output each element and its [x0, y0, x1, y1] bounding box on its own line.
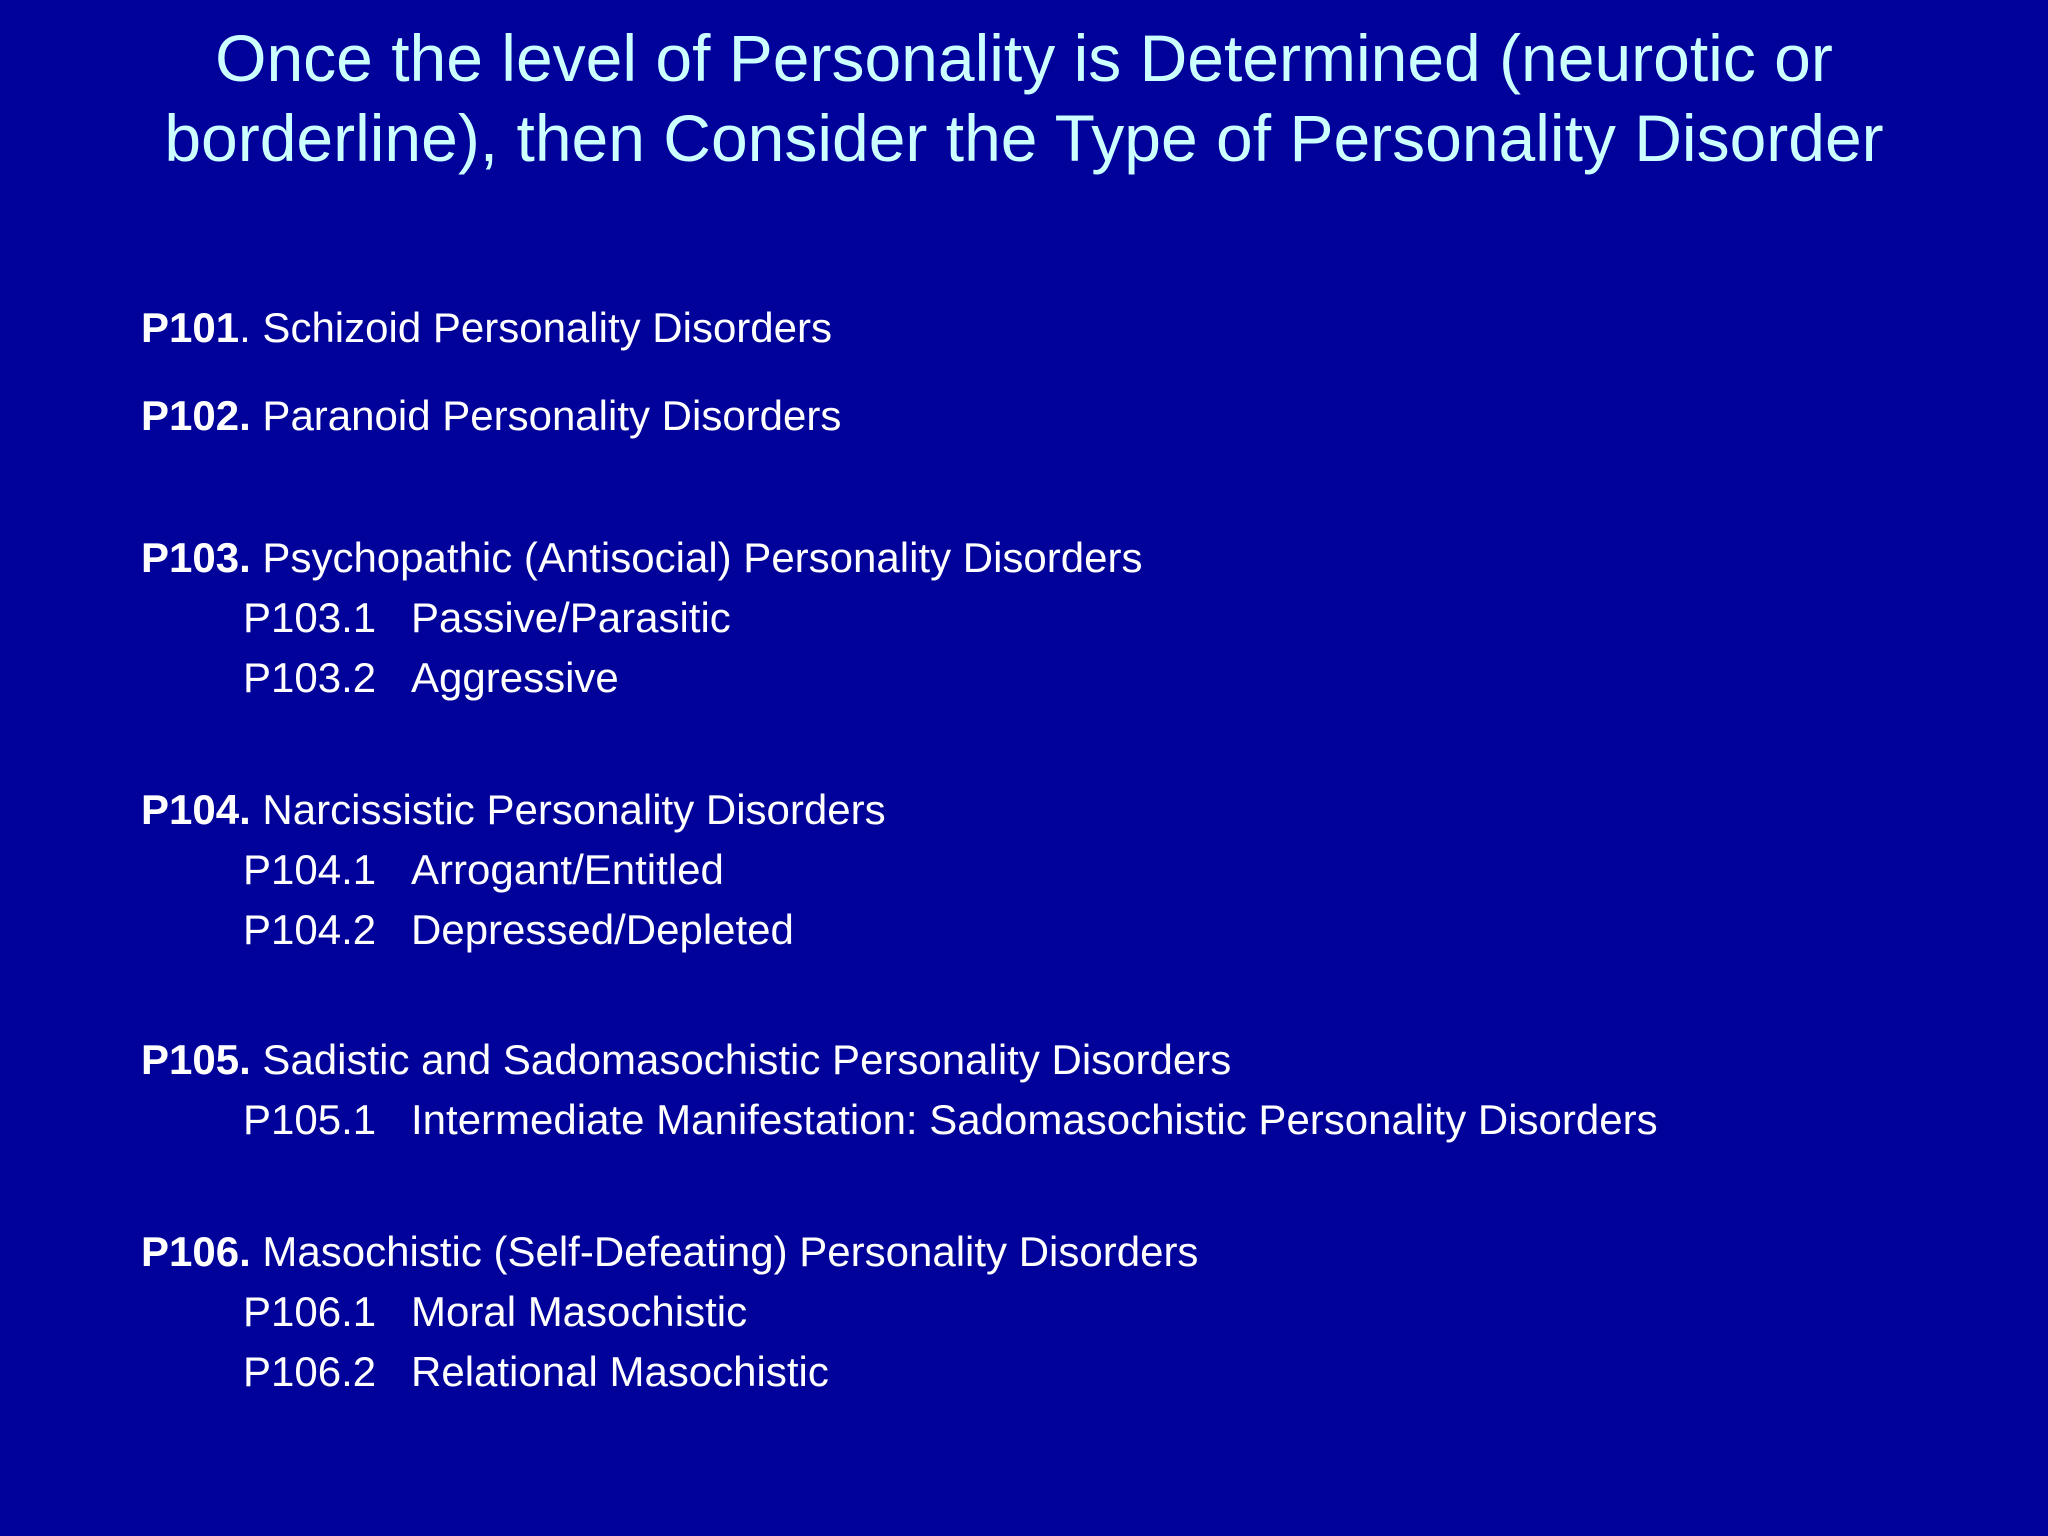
disorder-code: P104.: [141, 786, 251, 833]
subtype-code: P105.1: [243, 1096, 377, 1143]
disorder-item-p105: [141, 1035, 1231, 1085]
subtype-item-p103-1: [243, 593, 731, 643]
slide-title-line-2: borderline), then Consider the Type of Personality Disorder: [164, 101, 1884, 175]
disorder-label: Sadistic and Sadomasochistic Personality Disorders: [250, 1036, 1232, 1083]
disorder-code: P101: [141, 304, 240, 351]
disorder-code-separator: .: [239, 304, 251, 351]
disorder-item-p106: [141, 1227, 1198, 1277]
disorder-label: Paranoid Personality Disorders: [250, 392, 842, 439]
subtype-label: Passive/Parasitic: [411, 594, 731, 641]
slide-title: [0, 18, 2048, 178]
subtype-label: Intermediate Manifestation: Sadomasochistic Personality Disorders: [411, 1096, 1658, 1143]
subtype-label: Depressed/Depleted: [411, 906, 794, 953]
disorder-code: P106.: [141, 1228, 251, 1275]
disorder-item-p104: [141, 785, 886, 835]
disorder-item-p101: [141, 303, 832, 353]
subtype-code: P104.1: [243, 846, 377, 893]
disorder-label: Schizoid Personality Disorders: [250, 304, 832, 351]
subtype-label: Aggressive: [411, 654, 619, 701]
disorder-label: Psychopathic (Antisocial) Personality Disorders: [250, 534, 1143, 581]
subtype-item-p105-1: [243, 1095, 1658, 1145]
subtype-label: Relational Masochistic: [411, 1348, 829, 1395]
subtype-item-p104-1: [243, 845, 724, 895]
disorder-code: P105.: [141, 1036, 251, 1083]
subtype-item-p106-1: [243, 1287, 747, 1337]
subtype-item-p103-2: [243, 653, 619, 703]
subtype-label: Moral Masochistic: [411, 1288, 748, 1335]
subtype-code: P103.1: [243, 594, 377, 641]
disorder-label: Masochistic (Self-Defeating) Personality Disorders: [250, 1228, 1199, 1275]
subtype-label: Arrogant/Entitled: [411, 846, 724, 893]
subtype-item-p104-2: [243, 905, 794, 955]
subtype-code: P103.2: [243, 654, 377, 701]
disorder-code: P103.: [141, 534, 251, 581]
disorder-item-p103: [141, 533, 1142, 583]
disorder-item-p102: [141, 391, 841, 441]
slide-title-line-1: Once the level of Personality is Determined (neurotic or: [215, 21, 1833, 95]
subtype-code: P106.1: [243, 1288, 377, 1335]
disorder-label: Narcissistic Personality Disorders: [250, 786, 886, 833]
subtype-code: P106.2: [243, 1348, 377, 1395]
subtype-item-p106-2: [243, 1347, 829, 1397]
subtype-code: P104.2: [243, 906, 377, 953]
disorder-code: P102.: [141, 392, 251, 439]
